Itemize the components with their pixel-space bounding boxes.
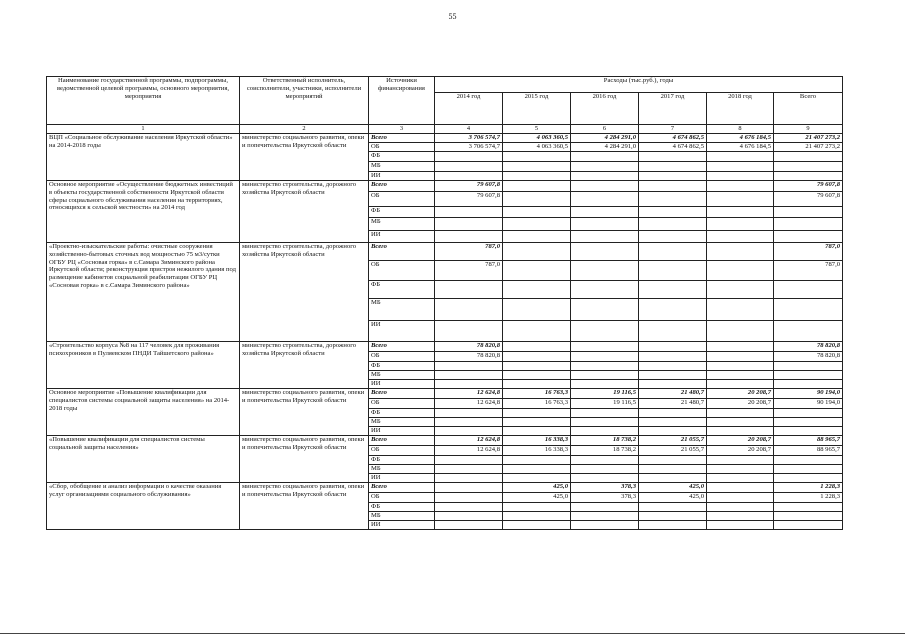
- amount-cell: [707, 493, 774, 503]
- funding-source: МБ: [369, 465, 435, 474]
- amount-cell: [503, 371, 571, 380]
- amount-cell: [571, 521, 639, 530]
- funding-source: ОБ: [369, 143, 435, 152]
- amount-cell: [571, 321, 639, 342]
- activity-name: ВЦП «Социальное обслуживание населения Иркутской области» на 2014-2018 годы: [47, 134, 240, 181]
- amount-cell: [707, 456, 774, 465]
- amount-cell: 20 208,7: [707, 446, 774, 456]
- amount-cell: [707, 281, 774, 299]
- page-number: 55: [448, 12, 457, 21]
- amount-cell: [503, 380, 571, 389]
- amount-total-cell: [774, 371, 843, 380]
- amount-cell: 79 607,8: [435, 181, 503, 192]
- amount-cell: [571, 465, 639, 474]
- amount-cell: 378,3: [571, 493, 639, 503]
- amount-cell: [435, 321, 503, 342]
- amount-total-cell: [774, 162, 843, 172]
- amount-cell: [707, 503, 774, 512]
- amount-cell: [707, 362, 774, 371]
- funding-source: ИИ: [369, 474, 435, 483]
- amount-cell: [435, 218, 503, 231]
- amount-cell: 16 338,3: [503, 446, 571, 456]
- amount-cell: [707, 371, 774, 380]
- column-number: 1: [47, 125, 240, 134]
- funding-source: МБ: [369, 418, 435, 427]
- amount-cell: 4 063 360,5: [503, 143, 571, 152]
- funding-source: ОБ: [369, 446, 435, 456]
- column-number-row: [47, 125, 843, 134]
- amount-cell: [571, 281, 639, 299]
- amount-total-cell: 1 228,3: [774, 493, 843, 503]
- amount-cell: [707, 483, 774, 493]
- funding-source: Всего: [369, 181, 435, 192]
- funding-source: ОБ: [369, 261, 435, 281]
- amount-cell: [571, 243, 639, 261]
- amount-total-cell: [774, 281, 843, 299]
- amount-cell: 16 763,3: [503, 389, 571, 399]
- amount-cell: [435, 172, 503, 181]
- amount-cell: [503, 418, 571, 427]
- amount-cell: [435, 521, 503, 530]
- amount-cell: [639, 321, 707, 342]
- amount-cell: 378,3: [571, 483, 639, 493]
- amount-cell: 3 706 574,7: [435, 143, 503, 152]
- funding-source: ИИ: [369, 231, 435, 243]
- amount-cell: [707, 321, 774, 342]
- activity-executor: министерство строительства, дорожного хозяйства Иркутской области: [240, 243, 369, 342]
- amount-cell: [707, 192, 774, 207]
- amount-cell: [571, 207, 639, 218]
- amount-cell: 18 738,2: [571, 436, 639, 446]
- amount-cell: [639, 352, 707, 362]
- funding-source: ИИ: [369, 521, 435, 530]
- amount-total-cell: [774, 427, 843, 436]
- page-bottom-rule: [0, 633, 905, 634]
- amount-cell: [639, 371, 707, 380]
- amount-cell: [503, 162, 571, 172]
- amount-total-cell: 21 407 273,2: [774, 143, 843, 152]
- amount-cell: [639, 299, 707, 321]
- amount-cell: [503, 503, 571, 512]
- amount-cell: [503, 321, 571, 342]
- amount-cell: [571, 181, 639, 192]
- amount-cell: [571, 380, 639, 389]
- amount-cell: 425,0: [503, 483, 571, 493]
- table-row: [47, 243, 843, 261]
- amount-cell: [503, 181, 571, 192]
- amount-cell: [707, 243, 774, 261]
- amount-cell: [639, 218, 707, 231]
- amount-cell: 12 624,8: [435, 389, 503, 399]
- funding-source: ФБ: [369, 152, 435, 162]
- table-row: [47, 436, 843, 446]
- amount-cell: 18 738,2: [571, 446, 639, 456]
- budget-table: [46, 76, 843, 530]
- table-row: [47, 389, 843, 399]
- column-number: 3: [369, 125, 435, 134]
- activity-name: «Повышение квалификации для специалистов системы социальной защиты населения»: [47, 436, 240, 483]
- funding-source: ОБ: [369, 493, 435, 503]
- amount-cell: 4 284 291,0: [571, 134, 639, 143]
- header-year: 2018 год: [707, 93, 774, 125]
- amount-cell: [707, 172, 774, 181]
- activity-executor: министерство социального развития, опеки и попечительства Иркутской области: [240, 134, 369, 181]
- funding-source: МБ: [369, 371, 435, 380]
- amount-total-cell: [774, 503, 843, 512]
- funding-source: Всего: [369, 134, 435, 143]
- amount-cell: [571, 503, 639, 512]
- amount-cell: [435, 493, 503, 503]
- amount-cell: 79 607,8: [435, 192, 503, 207]
- amount-cell: 19 116,5: [571, 399, 639, 409]
- amount-cell: [435, 152, 503, 162]
- amount-cell: [435, 409, 503, 418]
- funding-source: ОБ: [369, 192, 435, 207]
- amount-cell: [503, 281, 571, 299]
- amount-cell: [707, 181, 774, 192]
- amount-total-cell: [774, 380, 843, 389]
- funding-source: ФБ: [369, 409, 435, 418]
- amount-cell: [571, 474, 639, 483]
- amount-cell: [707, 342, 774, 352]
- amount-cell: [707, 521, 774, 530]
- funding-source: Всего: [369, 436, 435, 446]
- amount-total-cell: 78 820,8: [774, 352, 843, 362]
- amount-cell: [571, 342, 639, 352]
- funding-source: ФБ: [369, 362, 435, 371]
- activity-executor: министерство строительства, дорожного хозяйства Иркутской области: [240, 181, 369, 243]
- amount-total-cell: [774, 456, 843, 465]
- amount-cell: [639, 512, 707, 521]
- column-number: 5: [503, 125, 571, 134]
- amount-cell: 21 480,7: [639, 399, 707, 409]
- amount-cell: 20 208,7: [707, 399, 774, 409]
- amount-cell: [639, 521, 707, 530]
- amount-total-cell: [774, 512, 843, 521]
- amount-cell: [503, 172, 571, 181]
- amount-cell: [707, 352, 774, 362]
- amount-cell: [503, 218, 571, 231]
- amount-cell: [503, 521, 571, 530]
- amount-cell: 425,0: [639, 493, 707, 503]
- amount-cell: [571, 299, 639, 321]
- amount-total-cell: [774, 521, 843, 530]
- amount-cell: [639, 207, 707, 218]
- amount-total-cell: [774, 218, 843, 231]
- amount-cell: [707, 207, 774, 218]
- table-row: [47, 483, 843, 493]
- amount-cell: [707, 231, 774, 243]
- amount-cell: 4 284 291,0: [571, 143, 639, 152]
- amount-cell: [639, 474, 707, 483]
- funding-source: ФБ: [369, 503, 435, 512]
- funding-source: Всего: [369, 342, 435, 352]
- amount-cell: 20 208,7: [707, 389, 774, 399]
- amount-cell: [707, 152, 774, 162]
- amount-cell: [503, 231, 571, 243]
- amount-total-cell: 79 607,8: [774, 181, 843, 192]
- amount-cell: [503, 409, 571, 418]
- amount-cell: 4 674 862,5: [639, 143, 707, 152]
- amount-cell: [707, 380, 774, 389]
- amount-cell: [503, 352, 571, 362]
- funding-source: ИИ: [369, 427, 435, 436]
- header-executor: Ответственный исполнитель, соисполнители, участники, исполнители мероприятий: [240, 77, 369, 125]
- amount-cell: [639, 427, 707, 436]
- activity-name: Основное мероприятие «Повышение квалификации для специалистов системы социальной защиты населения» на 2014-2018 годы: [47, 389, 240, 436]
- amount-cell: 4 674 862,5: [639, 134, 707, 143]
- amount-cell: [639, 192, 707, 207]
- amount-cell: [503, 192, 571, 207]
- funding-source: Всего: [369, 243, 435, 261]
- amount-cell: [571, 427, 639, 436]
- funding-source: МБ: [369, 299, 435, 321]
- amount-cell: [639, 181, 707, 192]
- amount-cell: [571, 192, 639, 207]
- amount-total-cell: [774, 465, 843, 474]
- amount-cell: [435, 456, 503, 465]
- amount-cell: 78 820,8: [435, 352, 503, 362]
- amount-cell: [571, 456, 639, 465]
- funding-source: ИИ: [369, 380, 435, 389]
- amount-cell: 12 624,8: [435, 436, 503, 446]
- amount-total-cell: 21 407 273,2: [774, 134, 843, 143]
- activity-executor: министерство социального развития, опеки и попечительства Иркутской области: [240, 436, 369, 483]
- amount-total-cell: 88 965,7: [774, 446, 843, 456]
- amount-cell: [639, 456, 707, 465]
- amount-cell: [503, 512, 571, 521]
- amount-cell: 12 624,8: [435, 446, 503, 456]
- amount-cell: 4 676 184,5: [707, 143, 774, 152]
- amount-cell: [639, 243, 707, 261]
- table-row: [47, 342, 843, 352]
- amount-cell: [503, 456, 571, 465]
- amount-cell: [435, 474, 503, 483]
- column-number: 8: [707, 125, 774, 134]
- amount-cell: [639, 162, 707, 172]
- activity-executor: министерство социального развития, опеки и попечительства Иркутской области: [240, 389, 369, 436]
- amount-cell: [707, 465, 774, 474]
- funding-source: Всего: [369, 389, 435, 399]
- amount-cell: [503, 465, 571, 474]
- table-row: [47, 181, 843, 192]
- amount-cell: [639, 342, 707, 352]
- amount-cell: 21 055,7: [639, 436, 707, 446]
- activity-name: «Сбор, обобщение и анализ информации о качестве оказания услуг организациями социального обслуживания»: [47, 483, 240, 530]
- amount-cell: 78 820,8: [435, 342, 503, 352]
- amount-cell: 19 116,5: [571, 389, 639, 399]
- header-total: Всего: [774, 93, 843, 125]
- amount-cell: 21 480,7: [639, 389, 707, 399]
- funding-source: МБ: [369, 218, 435, 231]
- amount-cell: [639, 503, 707, 512]
- amount-cell: 4 676 184,5: [707, 134, 774, 143]
- amount-cell: [571, 261, 639, 281]
- amount-cell: [503, 427, 571, 436]
- header-year: 2016 год: [571, 93, 639, 125]
- amount-cell: [707, 261, 774, 281]
- amount-total-cell: 787,0: [774, 243, 843, 261]
- amount-cell: [571, 231, 639, 243]
- table-row: [47, 134, 843, 143]
- amount-cell: [571, 172, 639, 181]
- amount-cell: [435, 162, 503, 172]
- funding-source: МБ: [369, 512, 435, 521]
- amount-total-cell: [774, 409, 843, 418]
- funding-source: ИИ: [369, 321, 435, 342]
- amount-cell: [503, 207, 571, 218]
- amount-cell: [435, 371, 503, 380]
- column-number: 2: [240, 125, 369, 134]
- amount-cell: 16 338,3: [503, 436, 571, 446]
- amount-cell: [639, 261, 707, 281]
- amount-cell: [571, 362, 639, 371]
- amount-total-cell: [774, 418, 843, 427]
- amount-total-cell: [774, 299, 843, 321]
- funding-source: Всего: [369, 483, 435, 493]
- amount-cell: 425,0: [503, 493, 571, 503]
- amount-cell: 20 208,7: [707, 436, 774, 446]
- amount-total-cell: [774, 152, 843, 162]
- amount-cell: [503, 243, 571, 261]
- amount-total-cell: 88 965,7: [774, 436, 843, 446]
- amount-cell: 3 706 574,7: [435, 134, 503, 143]
- amount-total-cell: 787,0: [774, 261, 843, 281]
- amount-cell: [435, 231, 503, 243]
- amount-cell: [639, 465, 707, 474]
- funding-source: ОБ: [369, 352, 435, 362]
- column-number: 9: [774, 125, 843, 134]
- amount-cell: [571, 152, 639, 162]
- amount-cell: [571, 218, 639, 231]
- amount-cell: [571, 512, 639, 521]
- amount-cell: 21 055,7: [639, 446, 707, 456]
- amount-total-cell: 90 194,0: [774, 399, 843, 409]
- amount-cell: 4 063 360,5: [503, 134, 571, 143]
- amount-cell: [435, 299, 503, 321]
- amount-cell: 425,0: [639, 483, 707, 493]
- amount-cell: [503, 152, 571, 162]
- amount-cell: [707, 409, 774, 418]
- funding-source: ФБ: [369, 281, 435, 299]
- amount-cell: [639, 231, 707, 243]
- activity-name: «Проектно-изыскательские работы: очистные сооружения хозяйственно-бытовых сточных вод мощностью 75 м3/сутки ОГБУ РЦ «Сосновая горка» в с.Самара Зиминского района Иркутской области; реконструкция пристроя нежилого здания под размещение кабинетов социальной реабилитации ОГБУ РЦ «Сосновая горка» в с.Самара Зиминского района»: [47, 243, 240, 342]
- amount-cell: [639, 409, 707, 418]
- amount-cell: [707, 218, 774, 231]
- column-number: 6: [571, 125, 639, 134]
- column-number: 7: [639, 125, 707, 134]
- amount-cell: [707, 299, 774, 321]
- amount-total-cell: 90 194,0: [774, 389, 843, 399]
- amount-cell: [435, 281, 503, 299]
- activity-executor: министерство социального развития, опеки и попечительства Иркутской области: [240, 483, 369, 530]
- amount-cell: 787,0: [435, 261, 503, 281]
- amount-total-cell: [774, 362, 843, 371]
- amount-cell: [435, 380, 503, 389]
- amount-cell: [707, 474, 774, 483]
- amount-cell: [707, 427, 774, 436]
- amount-cell: [435, 465, 503, 474]
- activity-executor: министерство строительства, дорожного хозяйства Иркутской области: [240, 342, 369, 389]
- amount-cell: [503, 299, 571, 321]
- amount-cell: [571, 162, 639, 172]
- amount-total-cell: 78 820,8: [774, 342, 843, 352]
- amount-cell: [435, 362, 503, 371]
- amount-total-cell: [774, 207, 843, 218]
- activity-name: «Строительство корпуса №8 на 117 человек для проживания психохроников в Пуляевском ПНДИ Тайшетского района»: [47, 342, 240, 389]
- amount-cell: [503, 362, 571, 371]
- activity-name: Основное мероприятие «Осуществление бюджетных инвестиций в объекты государственной собственности Иркутской области сферы социального обслуживания населения на территориях, относящихся к сельской местности» на 2014 год: [47, 181, 240, 243]
- header-year: 2017 год: [639, 93, 707, 125]
- funding-source: МБ: [369, 162, 435, 172]
- amount-cell: [571, 418, 639, 427]
- header-year: 2015 год: [503, 93, 571, 125]
- column-number: 4: [435, 125, 503, 134]
- header-expenses: Расходы (тыс.руб.), годы: [435, 77, 843, 93]
- header-name: Наименование государственной программы, подпрограммы, ведомственной целевой программы, основного мероприятия, мероприятия: [47, 77, 240, 125]
- amount-total-cell: [774, 321, 843, 342]
- amount-cell: [435, 512, 503, 521]
- amount-cell: [435, 503, 503, 512]
- amount-total-cell: [774, 474, 843, 483]
- amount-cell: [435, 483, 503, 493]
- amount-cell: [571, 371, 639, 380]
- amount-cell: [571, 409, 639, 418]
- amount-cell: 12 624,8: [435, 399, 503, 409]
- amount-total-cell: 79 607,8: [774, 192, 843, 207]
- amount-cell: 16 763,3: [503, 399, 571, 409]
- amount-cell: [503, 261, 571, 281]
- amount-cell: [639, 172, 707, 181]
- funding-source: ФБ: [369, 456, 435, 465]
- amount-cell: [503, 342, 571, 352]
- amount-cell: [571, 352, 639, 362]
- amount-cell: [639, 281, 707, 299]
- table-body: [47, 134, 843, 530]
- funding-source: ФБ: [369, 207, 435, 218]
- amount-cell: [435, 418, 503, 427]
- amount-cell: [435, 207, 503, 218]
- amount-cell: [503, 474, 571, 483]
- amount-total-cell: [774, 172, 843, 181]
- amount-cell: [639, 380, 707, 389]
- amount-total-cell: [774, 231, 843, 243]
- amount-cell: [639, 418, 707, 427]
- header-source: Источники финансирования: [369, 77, 435, 125]
- amount-cell: [639, 152, 707, 162]
- amount-cell: [707, 418, 774, 427]
- funding-source: ИИ: [369, 172, 435, 181]
- amount-cell: [435, 427, 503, 436]
- amount-cell: [639, 362, 707, 371]
- amount-cell: [707, 162, 774, 172]
- amount-cell: 787,0: [435, 243, 503, 261]
- amount-cell: [707, 512, 774, 521]
- header-year: 2014 год: [435, 93, 503, 125]
- funding-source: ОБ: [369, 399, 435, 409]
- amount-total-cell: 1 228,3: [774, 483, 843, 493]
